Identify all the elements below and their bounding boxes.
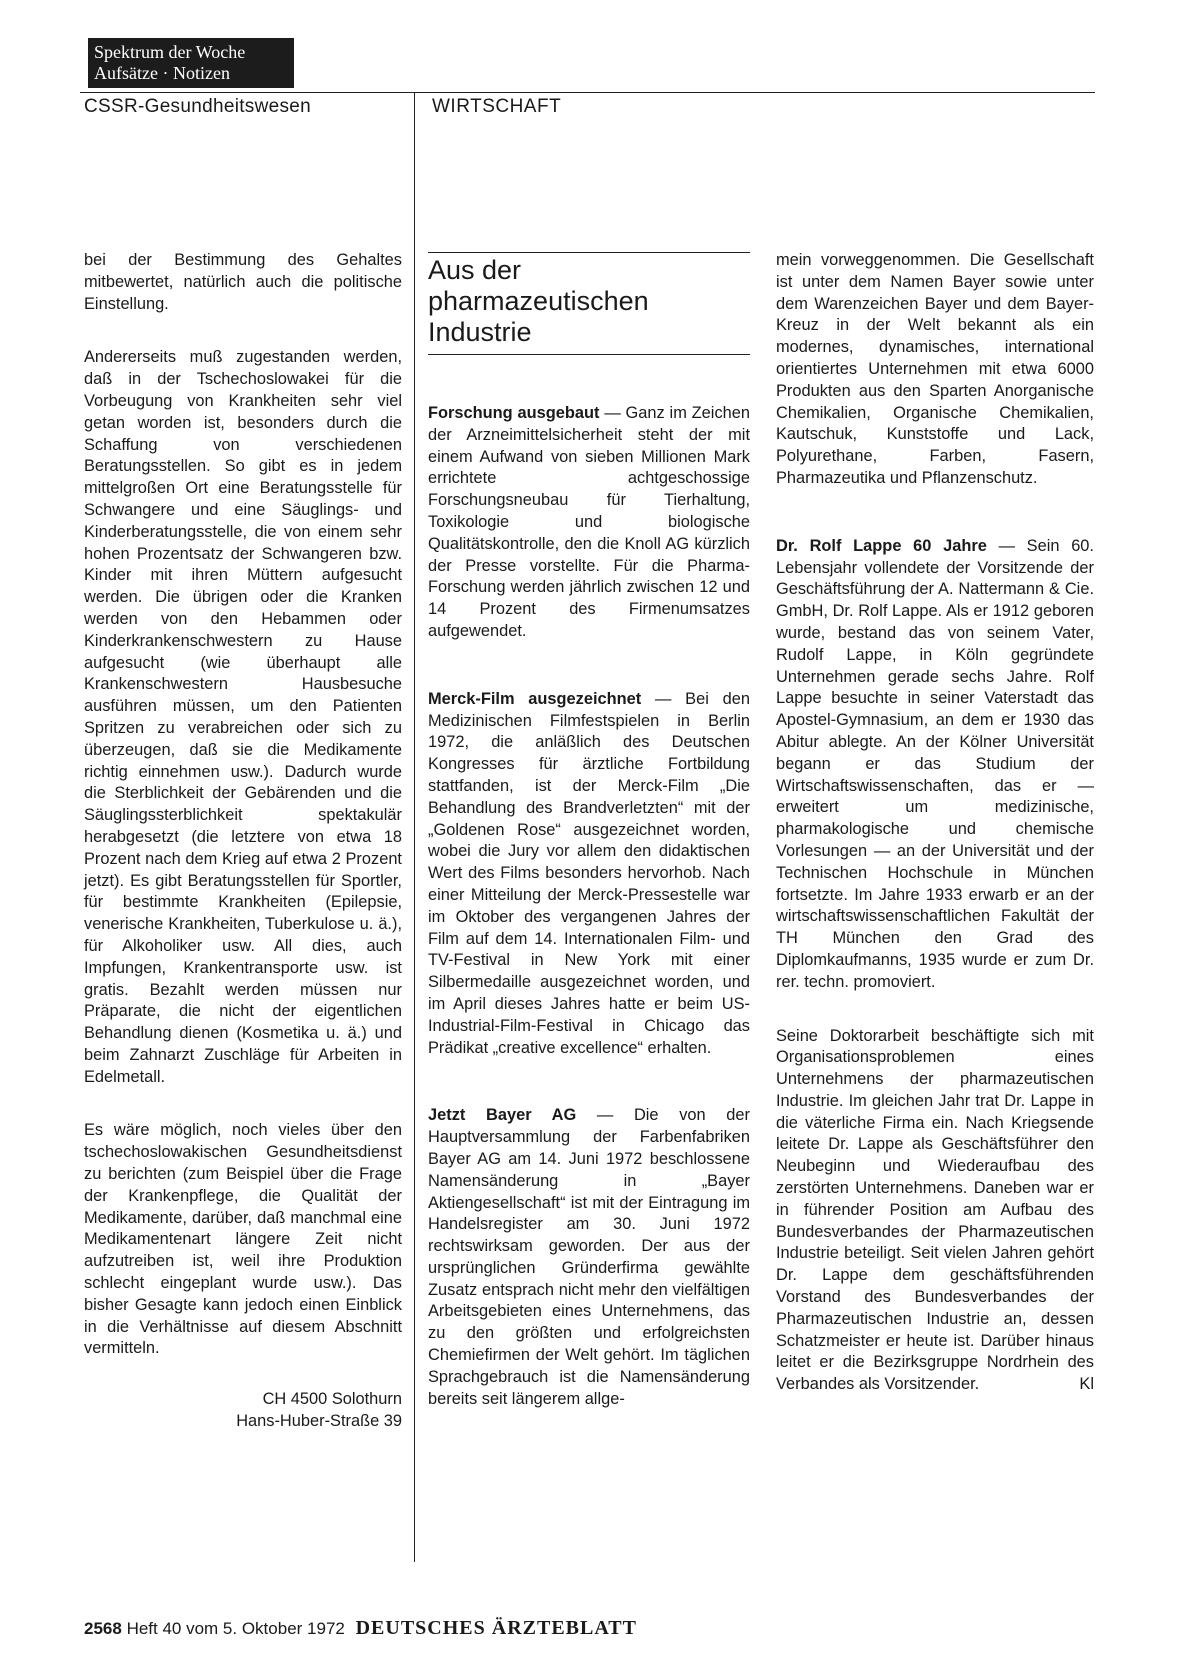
- news-item-bayer: [428, 1105, 750, 1410]
- column-divider: [414, 92, 415, 1562]
- news-kicker: Merck-Film ausgezeichnet: [428, 689, 642, 708]
- page-footer: [84, 1617, 637, 1640]
- section-label-right: WIRTSCHAFT: [432, 96, 562, 117]
- news-kicker: Dr. Rolf Lappe 60 Jahre: [776, 536, 987, 555]
- left-column: [84, 250, 402, 1432]
- badge-line-1: Spektrum der Woche: [94, 42, 246, 62]
- journal-masthead: DEUTSCHES ÄRZTEBLATT: [355, 1617, 637, 1639]
- issue-info: Heft 40 vom 5. Oktober 1972: [126, 1619, 345, 1638]
- headline-line-1: Aus der: [428, 255, 522, 285]
- news-text: — Ganz im Zeichen der Arzneimittelsicherheit steht der mit einem Aufwand von sieben Millionen Mark errichtete achtgeschossige Forschungsneubau für Tierhaltung, Toxikologie und biologische Qualitätskontrolle, den die Knoll AG kürzlich der Presse vorstellte. Für die Pharma-Forschung werden jährlich zwischen 12 und 14 Prozent des Firmenumsatzes aufgewendet.: [428, 404, 750, 640]
- news-kicker: Jetzt Bayer AG: [428, 1106, 577, 1125]
- news-text: — Sein 60. Lebensjahr vollendete der Vorsitzende der Geschäftsführung der A. Nattermann & Cie. GmbH, Dr. Rolf Lappe. Als er 1912 geboren wurde, bestand das von seinem Vater, Rudolf Lappe, in Köln gegründete Unternehmen gerade sechs Jahre. Rolf Lappe besuchte in seiner Vaterstadt das Apostel-Gymnasium, an dem er 1930 das Abitur ablegte. An der Kölner Universität begann er das Studium der Wirtschaftswissenschaften, das er — erweitert um medizinische, pharmakologische und chemische Vorlesungen — an der Universität und der Technischen Hochschule in München fortsetzte. Im Jahre 1933 erwarb er an der wirtschaftswissenschaftlichen Fakultät der TH München den Grad des Diplomkaufmanns, 1935 wurde er zum Dr. rer. techn. promoviert.: [776, 536, 1094, 991]
- news-item-forschung: [428, 403, 750, 643]
- right-column: [776, 250, 1094, 1396]
- news-kicker: Forschung ausgebaut: [428, 404, 600, 422]
- section-badge: [88, 38, 294, 88]
- author-signature: Kl: [1079, 1375, 1094, 1394]
- news-text: — Bei den Medizinischen Filmfestspielen in Berlin 1972, die anläßlich des Deutschen Kongresses für ärztliche Fortbildung stattfanden, ist der Merck-Film „Die Behandlung des Brandverletzten“ mit der „Goldenen Rose“ ausgezeichnet worden, wobei die Jury vor allem den didaktischen Wert des Films besonders hervorhob. Nach einer Mitteilung der Merck-Pressestelle war im Oktober des vergangenen Jahres der Film auf dem 14. Internationalen Film- und TV-Festival in New York mit einer Silbermedaille ausgezeichnet worden, und im April dieses Jahres hatte er beim US-Industrial-Film-Festival in Chicago das Prädikat „creative excellence“ erhalten.: [428, 689, 750, 1057]
- address-line-2: Hans-Huber-Straße 39: [236, 1412, 402, 1431]
- address-line-1: CH 4500 Solothurn: [262, 1390, 402, 1409]
- badge-line-2: Aufsätze · Notizen: [94, 63, 230, 83]
- article-headline-box: [428, 252, 750, 355]
- author-address: [84, 1388, 402, 1432]
- left-paragraph-1: bei der Bestimmung des Gehaltes mitbewertet, natürlich auch die politische Einstellung.: [84, 251, 402, 313]
- bayer-continuation: mein vorweggenommen. Die Gesellschaft ist unter dem Namen Bayer sowie unter dem Warenzeichen Bayer und dem Bayer-Kreuz in der Welt bekannt als ein modernes, dynamisches, international orientiertes Unternehmen mit etwa 6000 Produkten aus den Sparten Anorganische Chemikalien, Organische Chemikalien, Kautschuk, Kunststoffe und Lack, Polyurethane, Farben, Fasern, Pharmazeutika und Pflanzenschutz.: [776, 251, 1094, 487]
- headline-line-3: Industrie: [428, 317, 532, 347]
- section-label-left: CSSR-Gesundheitswesen: [84, 96, 312, 117]
- headline-line-2: pharmazeutischen: [428, 286, 649, 316]
- page-number: 2568: [84, 1619, 122, 1638]
- news-item-lappe: [776, 536, 1094, 994]
- lappe-final-paragraph: [776, 1026, 1094, 1397]
- final-text: Seine Doktorarbeit beschäftigte sich mit Organisationsproblemen eines Unternehmens der pharmazeutischen Industrie. Im gleichen Jahr trat Dr. Lappe in die väterliche Firma ein. Nach Kriegsende leitete Dr. Lappe als Geschäftsführer den Neubeginn und Wiederaufbau des zerstörten Unternehmens. Daneben war er in führender Position am Aufbau des Bundesverbandes der Pharmazeutischen Industrie beteiligt. Seit vielen Jahren gehört Dr. Lappe dem geschäftsführenden Vorstand des Bundesverbandes der Pharmazeutischen Industrie an, dessen Schatzmeister er heute ist. Darüber hinaus leitet er die Bezirksgruppe Nordrhein des Verbandes als Vorsitzender.: [776, 1026, 1094, 1394]
- news-text: — Die von der Hauptversammlung der Farbenfabriken Bayer AG am 14. Juni 1972 beschlossene Namensänderung in „Bayer Aktiengesellschaft“ ist mit der Eintragung im Handelsregister am 30. Juni 1972 rechtswirksam geworden. Der aus der ursprünglichen Gründerfirma gewählte Zusatz entsprach nicht mehr den vielfältigen Arbeitsgebieten eines Unternehmens, das zu den größten und erfolgreichsten Chemiefirmen der Welt gehört. Im täglichen Sprachgebrauch ist die Namensänderung bereits seit längerem allge-: [428, 1106, 750, 1408]
- left-paragraph-2: Andererseits muß zugestanden werden, daß in der Tschechoslowakei für die Vorbeugung von Krankheiten sehr viel getan worden ist, besonders durch die Schaffung von verschiedenen Beratungsstellen. So gibt es in jedem mittelgroßen Ort eine Beratungsstelle für Schwangere und eine Säuglings- und Kinderberatungsstelle, die von einem sehr hohen Prozentsatz der Schwangeren bzw. Kinder mit ihren Müttern aufgesucht werden. Die übrigen oder die Kranken werden von den Hebammen oder Kinderkrankenschwestern zu Hause aufgesucht (wie überhaupt alle Krankenschwestern Hausbesuche ausführen müssen, um den Patienten Spritzen zu verabreichen oder sich zu überzeugen, daß sie die Medikamente richtig einnehmen usw.). Dadurch wurde die Sterblichkeit der Gebärenden und die Säuglingssterblichkeit spektakulär herabgesetzt (die letztere von etwa 18 Prozent nach dem Krieg auf etwa 2 Prozent jetzt). Es gibt Beratungsstellen für Sportler, für bestimmte Krankheiten (Epilepsie, venerische Krankheiten, Tuberkulose u. ä.), für Alkoholiker usw. All dies, auch Impfungen, Krankentransporte usw. ist gratis. Bezahlt werden müssen nur Präparate, die nicht der eigentlichen Behandlung dienen (Kosmetika u. ä.) und beim Zahnarzt Zuschläge für Arbeiten in Edelmetall.: [84, 348, 402, 1086]
- article-column: [428, 252, 750, 1410]
- header-rule: [80, 92, 1095, 93]
- left-paragraph-3: Es wäre möglich, noch vieles über den tschechoslowakischen Gesundheitsdienst zu berichten (zum Beispiel über die Frage der Krankenpflege, die Qualität der Medikamente, darüber, daß manchmal eine Medikamentenart längere Zeit nicht aufzutreiben ist, weil ihre Produktion schlecht eingeplant wurde usw.). Das bisher Gesagte kann jedoch einen Einblick in die Verhältnisse auf diesem Abschnitt vermitteln.: [84, 1121, 402, 1358]
- news-item-merck: [428, 689, 750, 1060]
- article-headline: [428, 255, 750, 348]
